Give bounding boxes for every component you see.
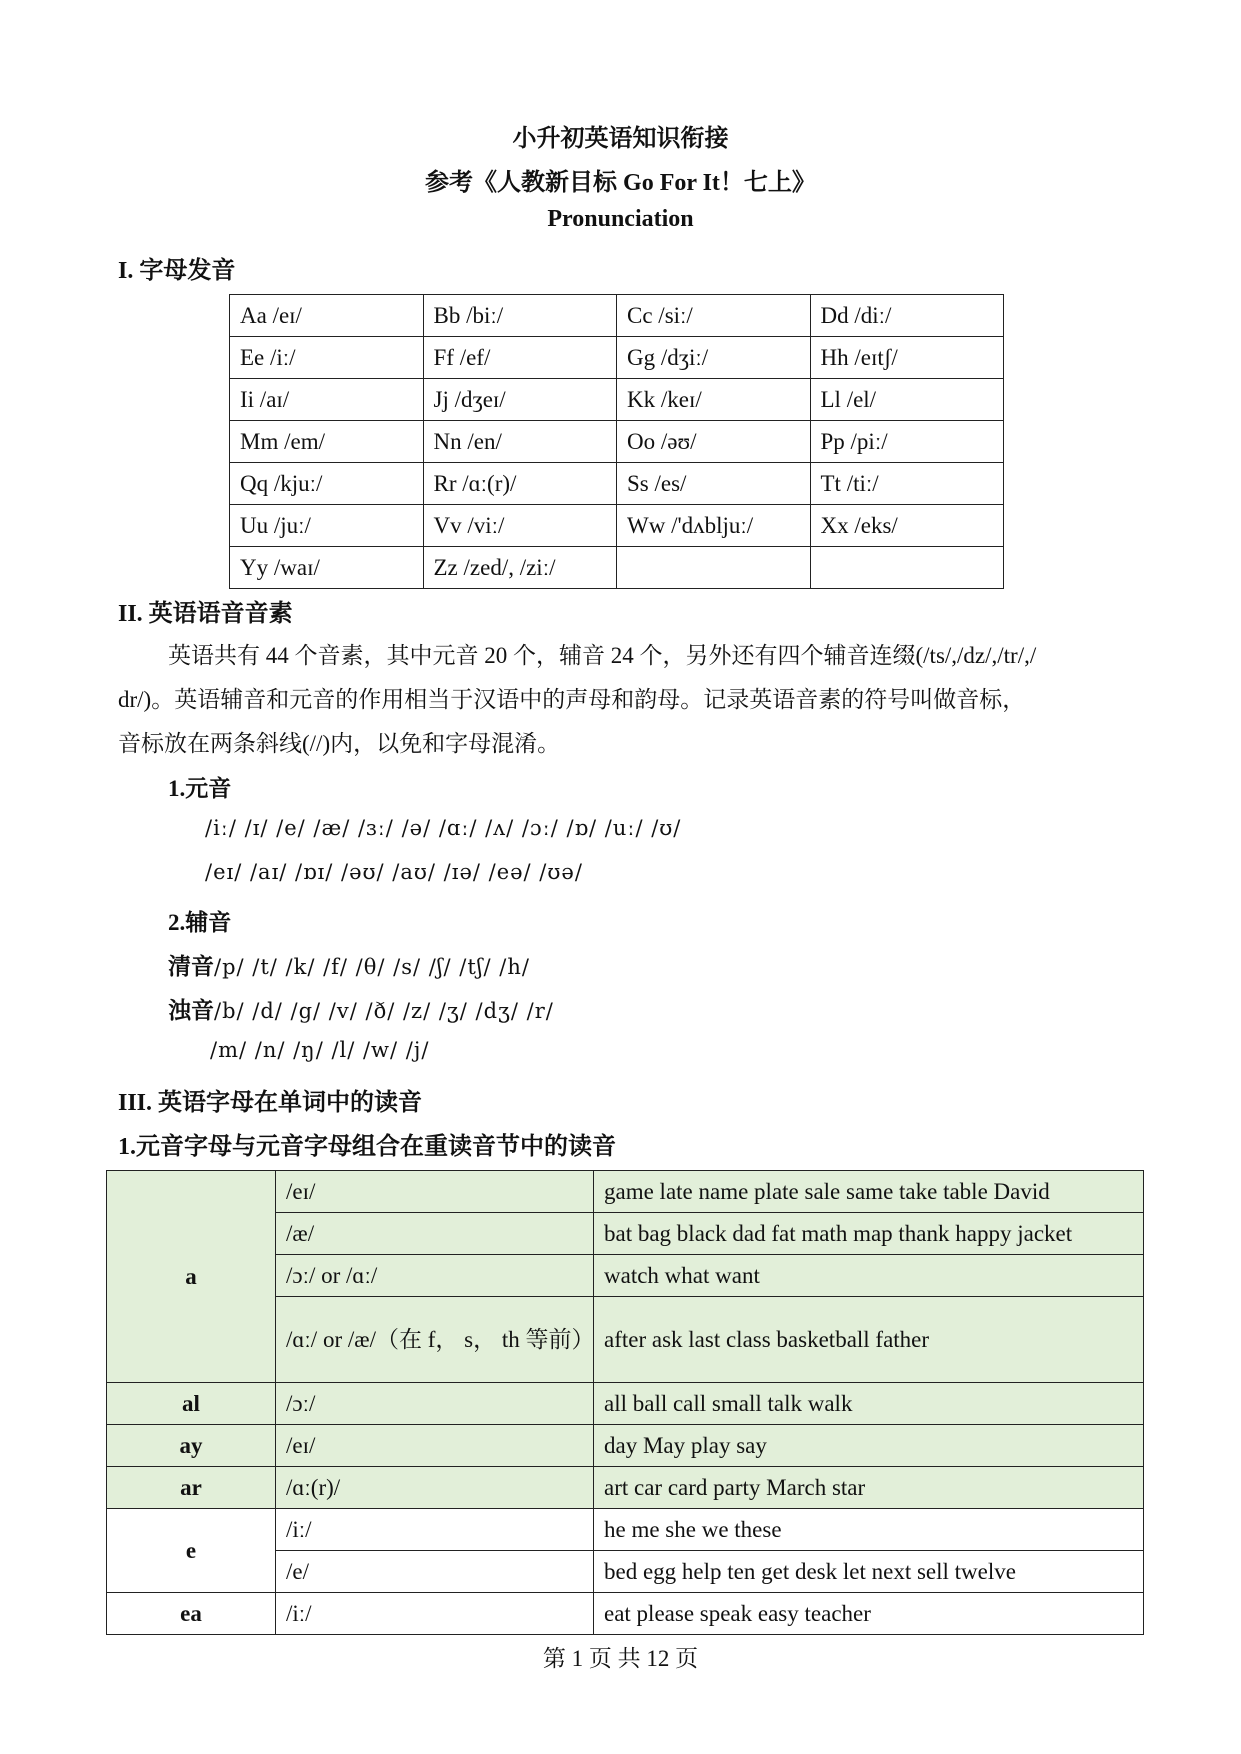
sound-cell: /iː/ (276, 1593, 594, 1635)
table-row (107, 1171, 1144, 1213)
sound-cell: /ɔː/ (276, 1383, 594, 1425)
example-words-cell: bat bag black dad fat math map thank happy jacket (594, 1213, 1144, 1255)
table-cell: Ii /aɪ/ (230, 379, 424, 421)
sound-cell: /ɑː/ or /æ/（在 f， s， th 等前） (276, 1297, 594, 1383)
letter-cell-e: e (107, 1509, 276, 1593)
table-row (107, 1509, 1144, 1551)
letter-cell-a: a (107, 1171, 276, 1383)
table-row (107, 1593, 1144, 1635)
table-cell: Jj /dʒeɪ/ (423, 379, 617, 421)
table-cell: Qq /kjuː/ (230, 463, 424, 505)
letter-cell-ea: ea (107, 1593, 276, 1635)
table-cell: Mm /em/ (230, 421, 424, 463)
section-heading-phonemes: II. 英语语音音素 (118, 601, 293, 627)
example-words-cell: watch what want (594, 1255, 1144, 1297)
example-words-cell: all ball call small talk walk (594, 1383, 1144, 1425)
voiceless-consonants: /p/ /t/ /k/ /f/ /θ/ /s/ /ʃ/ /tʃ/ /h/ (214, 955, 530, 979)
table-cell: Aa /eɪ/ (230, 295, 424, 337)
sound-cell: /ɑː(r)/ (276, 1467, 594, 1509)
table-cell: Hh /eɪtʃ/ (810, 337, 1004, 379)
table-cell: Bb /biː/ (423, 295, 617, 337)
table-row (230, 337, 1004, 379)
vowels-line-monophthongs: /iː/ /ɪ/ /e/ /æ/ /ɜː/ /ə/ /ɑː/ /ʌ/ /ɔː/ /ɒ/ /uː/ /ʊ/ (205, 816, 682, 840)
sound-cell: /æ/ (276, 1213, 594, 1255)
table-cell: Kk /keɪ/ (617, 379, 811, 421)
document-title: 小升初英语知识衔接 (512, 126, 729, 152)
table-cell: Gg /dʒiː/ (617, 337, 811, 379)
voiced-consonants-line (168, 992, 554, 1025)
table-cell: Ee /iː/ (230, 337, 424, 379)
letter-cell-ar: ar (107, 1467, 276, 1509)
table-cell: Dd /diː/ (810, 295, 1004, 337)
sound-cell: /eɪ/ (276, 1425, 594, 1467)
vowel-letter-sounds-table (106, 1170, 1144, 1635)
table-cell: Nn /en/ (423, 421, 617, 463)
paragraph-line: 英语共有 44 个音素，其中元音 20 个，辅音 24 个，另外还有四个辅音连缀(/ts/,/dz/,/tr/,/ (168, 643, 1037, 668)
vowels-heading: 1.元音 (168, 776, 232, 801)
table-cell: Tt /tiː/ (810, 463, 1004, 505)
table-cell: Rr /ɑː(r)/ (423, 463, 617, 505)
sound-cell: /e/ (276, 1551, 594, 1593)
table-cell (810, 547, 1004, 589)
alphabet-pronunciation-table (229, 294, 1004, 589)
table-cell: Ll /el/ (810, 379, 1004, 421)
voiceless-consonants-line (168, 948, 530, 981)
sound-cell: /iː/ (276, 1509, 594, 1551)
sound-cell: /ɔː/ or /ɑː/ (276, 1255, 594, 1297)
table-row (107, 1467, 1144, 1509)
table-cell: Oo /əʊ/ (617, 421, 811, 463)
table-cell: Xx /eks/ (810, 505, 1004, 547)
sound-cell: /eɪ/ (276, 1171, 594, 1213)
section-heading-letter-sounds: I. 字母发音 (118, 258, 236, 284)
table-cell: Ff /ef/ (423, 337, 617, 379)
paragraph-line: 音标放在两条斜线(//)内，以免和字母混淆。 (118, 731, 561, 756)
voiceless-label: 清音 (168, 954, 214, 979)
sub-heading-stressed-vowels: 1.元音字母与元音字母组合在重读音节中的读音 (118, 1134, 616, 1160)
paragraph-line: dr/)。英语辅音和元音的作用相当于汉语中的声母和韵母。记录英语音素的符号叫做音标， (118, 687, 1026, 712)
table-cell: Vv /viː/ (423, 505, 617, 547)
example-words-cell: eat please speak easy teacher (594, 1593, 1144, 1635)
vowels-line-diphthongs: /eɪ/ /aɪ/ /ɒɪ/ /əʊ/ /aʊ/ /ɪə/ /eə/ /ʊə/ (205, 860, 583, 884)
example-words-cell: bed egg help ten get desk let next sell twelve (594, 1551, 1144, 1593)
table-cell: Pp /piː/ (810, 421, 1004, 463)
document-subtitle: 参考《人教新目标 Go For It！七上》 (425, 170, 816, 196)
table-row (230, 379, 1004, 421)
example-words-cell: day May play say (594, 1425, 1144, 1467)
letter-cell-al: al (107, 1383, 276, 1425)
example-words-cell: after ask last class basketball father (594, 1297, 1144, 1383)
voiced-label: 浊音 (168, 998, 214, 1023)
table-cell: Uu /juː/ (230, 505, 424, 547)
example-words-cell: game late name plate sale same take table David (594, 1171, 1144, 1213)
other-consonants-line: /m/ /n/ /ŋ/ /l/ /w/ /j/ (210, 1038, 430, 1062)
voiced-consonants: /b/ /d/ /g/ /v/ /ð/ /z/ /ʒ/ /dʒ/ /r/ (214, 999, 554, 1023)
section-heading-pronunciation: Pronunciation (547, 206, 694, 232)
example-words-cell: he me she we these (594, 1509, 1144, 1551)
section-heading-letters-in-words: III. 英语字母在单词中的读音 (118, 1090, 423, 1116)
table-cell (617, 547, 811, 589)
table-cell: Yy /waɪ/ (230, 547, 424, 589)
table-row (230, 505, 1004, 547)
table-cell: Ww /'dʌbljuː/ (617, 505, 811, 547)
table-row (230, 421, 1004, 463)
table-cell: Zz /zed/, /ziː/ (423, 547, 617, 589)
table-row (107, 1383, 1144, 1425)
table-row (230, 547, 1004, 589)
table-row (230, 295, 1004, 337)
table-cell: Ss /es/ (617, 463, 811, 505)
table-cell: Cc /siː/ (617, 295, 811, 337)
letter-cell-ay: ay (107, 1425, 276, 1467)
example-words-cell: art car card party March star (594, 1467, 1144, 1509)
table-row (230, 463, 1004, 505)
page-footer: 第 1 页 共 12 页 (542, 1646, 699, 1671)
table-row (107, 1425, 1144, 1467)
consonants-heading: 2.辅音 (168, 910, 232, 935)
